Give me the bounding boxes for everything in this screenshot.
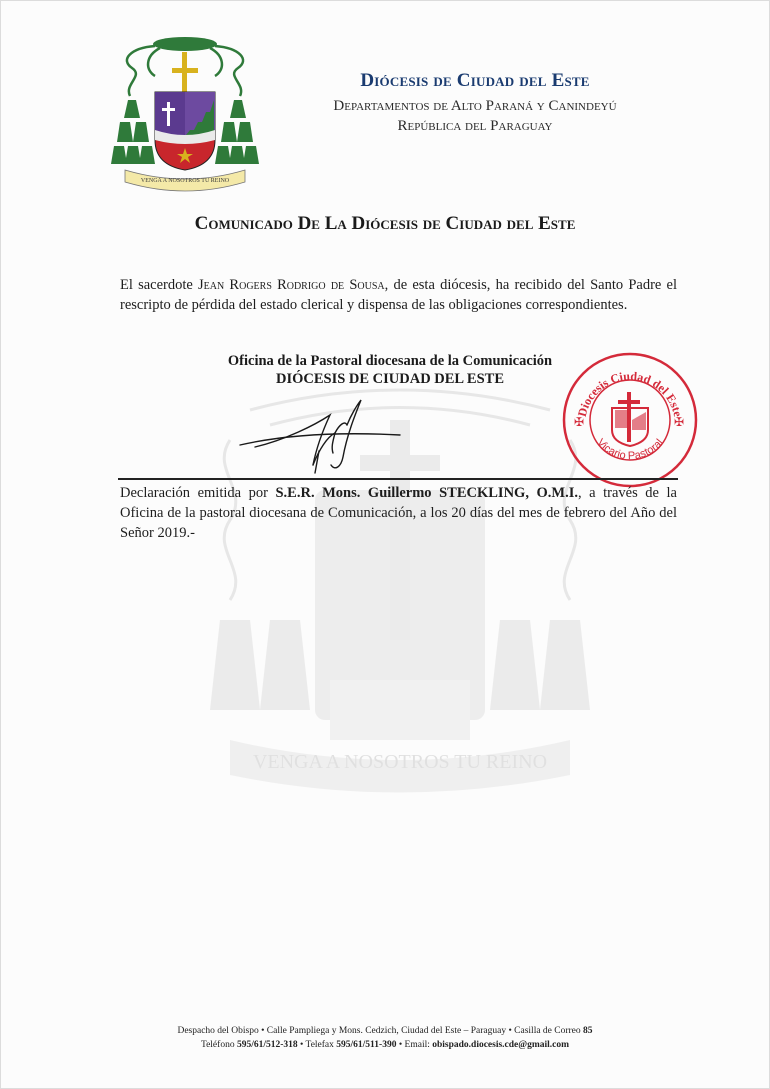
crest-motto: VENGA A NOSOTROS TU REINO bbox=[140, 178, 230, 184]
diocese-title: Diócesis de Ciudad del Este bbox=[360, 70, 590, 91]
footer-address-text: Despacho del Obispo • Calle Pampliega y Mons. Cedzich, Ciudad del Este – Paraguay • Casilla de Correo bbox=[177, 1026, 581, 1036]
departments-subtitle: Departamentos de Alto Paraná y Canindeyú bbox=[333, 98, 617, 114]
footer-address bbox=[0, 1026, 770, 1036]
body-text-end: , de esta diócesis, ha recibido del Santo Padre el rescripto de pérdida del estado clerical y dispensa de las obligaciones correspondientes. bbox=[120, 277, 678, 313]
footer-tel-label: Teléfono bbox=[200, 1040, 235, 1050]
coat-of-arms-logo bbox=[110, 30, 260, 200]
handwritten-signature bbox=[235, 395, 405, 475]
footer-casilla: 85 bbox=[583, 1026, 593, 1036]
declaration-text-start: Declaración emitida por bbox=[120, 485, 276, 501]
footer-email-label: • Email: bbox=[396, 1040, 430, 1050]
priest-name: Jean Rogers Rodrigo de Sousa bbox=[198, 277, 385, 293]
official-stamp bbox=[560, 350, 700, 490]
body-text-start: El sacerdote bbox=[120, 277, 199, 293]
footer-contact bbox=[0, 1040, 770, 1050]
office-name: Oficina de la Pastoral diocesana de la Comunicación bbox=[227, 353, 553, 369]
stamp-top-text: Diocesis Ciudad del Este bbox=[574, 368, 686, 419]
footer-fax: 595/61/511-390 bbox=[336, 1040, 397, 1050]
footer-tel: 595/61/512-318 bbox=[236, 1040, 298, 1050]
stamp-bottom-text: Vicario Pastoral bbox=[594, 436, 666, 463]
watermark-motto: VENGA A NOSOTROS TU REINO bbox=[252, 751, 548, 773]
footer-fax-label: • Telefax bbox=[297, 1040, 334, 1050]
svg-text:✠: ✠ bbox=[674, 415, 685, 429]
svg-text:✠: ✠ bbox=[574, 415, 585, 429]
body-paragraph bbox=[120, 275, 677, 315]
country-subtitle: República del Paraguay bbox=[397, 118, 553, 134]
document-heading: Comunicado De La Diócesis de Ciudad del Este bbox=[194, 213, 576, 234]
signer-name: S.E.R. Mons. Guillermo STECKLING, O.M.I. bbox=[275, 485, 578, 501]
footer-email: obispado.diocesis.cde@gmail.com bbox=[432, 1040, 570, 1050]
signature-rule bbox=[118, 478, 678, 480]
declaration-paragraph bbox=[120, 483, 677, 543]
office-diocese: DIÓCESIS DE CIUDAD DEL ESTE bbox=[275, 371, 505, 387]
declaration-text-end: , a través de la Oficina de la pastoral diocesana de Comunicación, a los 20 días del mes de febrero del Año del Señor 2019.- bbox=[120, 485, 677, 541]
